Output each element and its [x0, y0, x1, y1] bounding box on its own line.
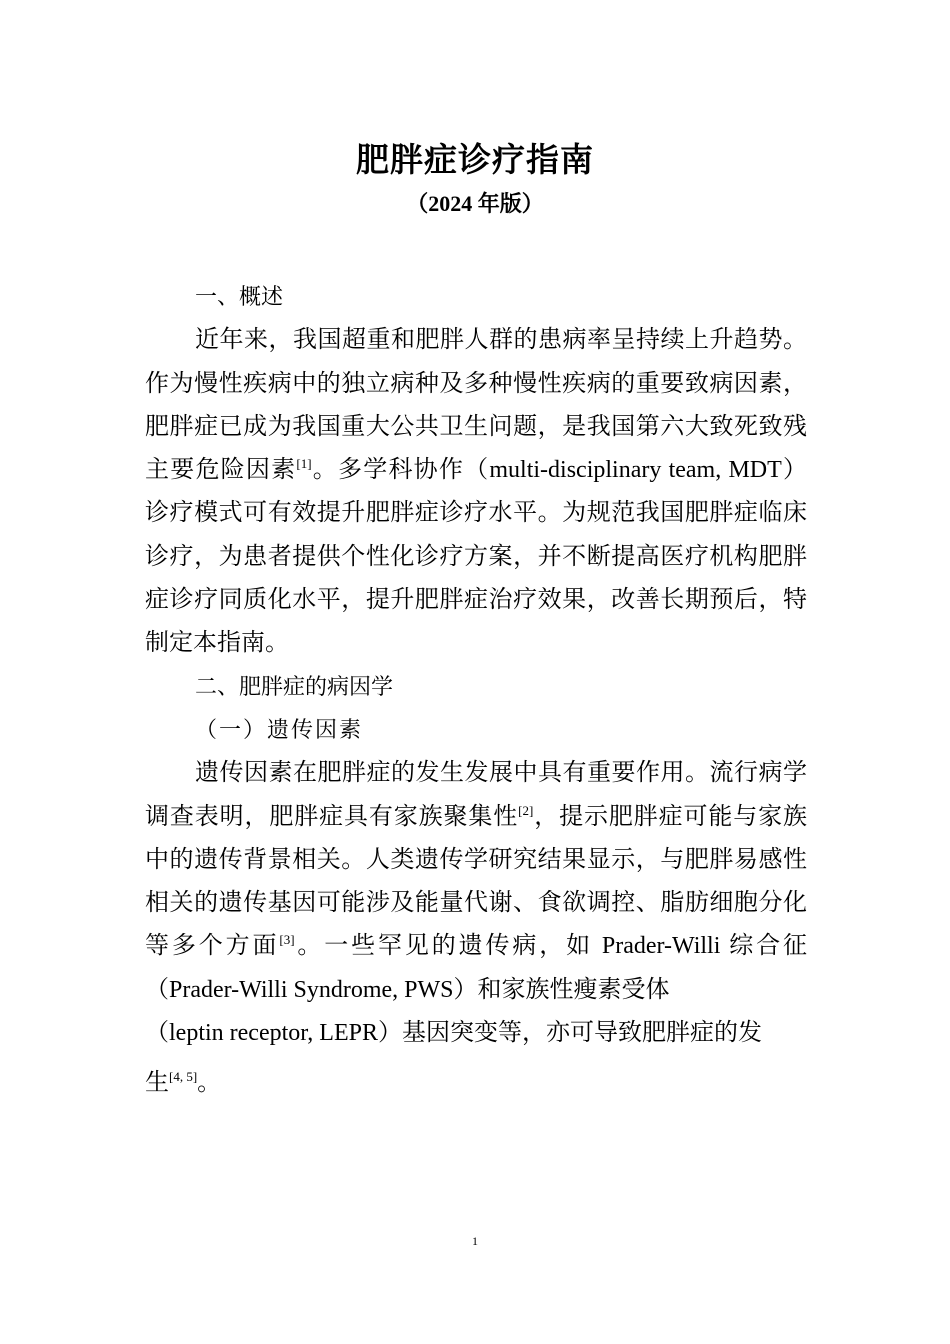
paragraph-text: 。多学科协作（multi-disciplinary team, MDT）诊疗模式可有效提升肥胖症诊疗水平。为规范我国肥胖症临床诊疗，为患者提供个性化诊疗方案，并不断提高医疗机构肥胖症诊疗同质化水平，提升肥胖症治疗效果，改善长期预后，特制定本指南。: [145, 457, 807, 657]
citation-ref: [4, 5]: [169, 1069, 198, 1085]
paragraph-genetic-continued: [145, 1012, 807, 1055]
paragraph-text: ，提示肥胖症可能与家族中的遗传背景相关。人类遗传学研究结果显示，与肥胖易感性相关的遗传基因可能涉及能量代谢、食欲调控、脂肪细胞分化等多个方面: [145, 803, 808, 960]
citation-ref: [2]: [518, 802, 534, 818]
citation-ref: [1]: [296, 456, 312, 472]
paragraph-text: 。一些罕见的遗传病，如 Prader-Willi 综合征（Prader-Willi Syndrome, PWS）和家族性瘦素受体: [145, 933, 808, 1003]
paragraph-tail: 生: [145, 1070, 169, 1097]
document-edition: （2024 年版）: [406, 191, 544, 216]
section-heading-etiology: 二、肥胖症的病因学: [195, 674, 394, 700]
paragraph-overview: [145, 319, 807, 665]
paragraph-text: 遗传因素在肥胖症的发生发展中具有重要作用。流行病学调查表明，肥胖症具有家族聚集性: [145, 760, 807, 830]
section-heading-overview: 一、概述: [195, 285, 284, 310]
paragraph-text: （leptin receptor, LEPR）基因突变等，亦可导致肥胖症的发: [145, 1020, 762, 1047]
paragraph-text-end: 。: [197, 1070, 222, 1097]
document-title: 肥胖症诊疗指南: [356, 140, 594, 179]
paragraph-genetic: [145, 752, 807, 1012]
document-body: [145, 276, 807, 1111]
subsection-heading-genetic: （一）遗传因素: [195, 717, 364, 743]
paragraph-text: 近年来，我国超重和肥胖人群的患病率呈持续上升趋势。作为慢性疾病中的独立病种及多种慢性疾病的重要致病因素，肥胖症已成为我国重大公共卫生问题，是我国第六大致死致残主要危险因素: [145, 327, 807, 484]
paragraph-genetic-end: [145, 1055, 807, 1111]
citation-ref: [3]: [279, 932, 295, 948]
page-number: 1: [472, 1234, 478, 1248]
